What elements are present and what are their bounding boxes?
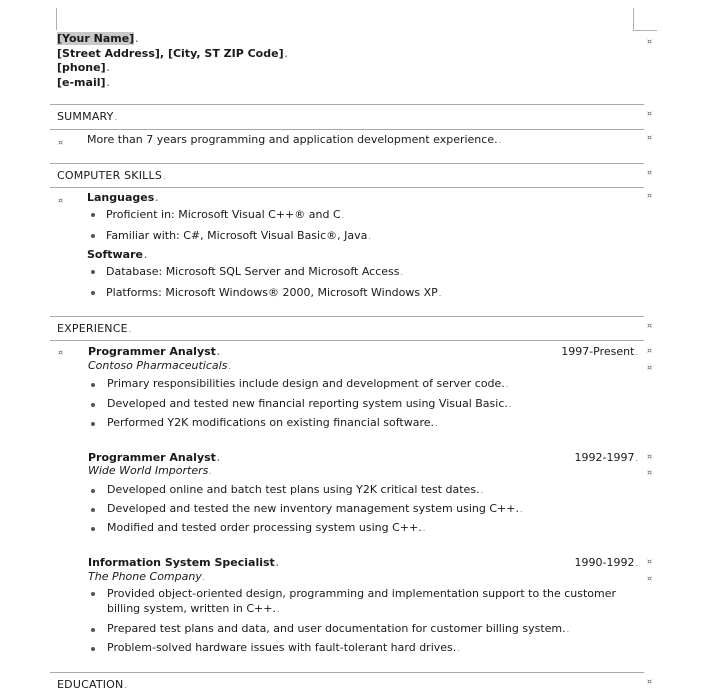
bullet-dot [91, 234, 95, 238]
job-dates[interactable]: 1992-1997. [574, 451, 638, 464]
contact-address[interactable]: [Street Address], [City, ST ZIP Code]. [57, 47, 288, 60]
section-rule [50, 340, 644, 341]
summary-text[interactable]: More than 7 years programming and application development experience.. [87, 133, 502, 146]
skills-software-item[interactable]: Database: Microsoft SQL Server and Microsoft Access. [106, 265, 404, 278]
job-title[interactable]: Programmer Analyst. [88, 345, 220, 358]
job-bullet[interactable]: Primary responsibilities include design and development of server code.. [107, 377, 509, 390]
end-of-cell-mark: ¤ [58, 196, 64, 205]
bullet-dot [91, 592, 95, 596]
section-heading-experience: EXPERIENCE. [57, 322, 132, 335]
end-of-cell-mark: ¤ [647, 574, 653, 583]
section-rule [50, 316, 644, 317]
section-rule [50, 163, 644, 164]
end-of-cell-mark: ¤ [647, 133, 653, 142]
job-company[interactable]: Wide World Importers. [88, 464, 212, 477]
skills-language-item[interactable]: Proficient in: Microsoft Visual C++® and C. [106, 208, 345, 221]
bullet-dot [91, 270, 95, 274]
job-dates[interactable]: 1990-1992. [574, 556, 638, 569]
end-of-cell-mark: ¤ [647, 677, 653, 686]
contact-name[interactable]: [Your Name]. [57, 32, 139, 45]
job-title[interactable]: Programmer Analyst. [88, 451, 220, 464]
end-of-cell-mark: ¤ [647, 321, 653, 330]
end-of-cell-mark: ¤ [647, 37, 653, 46]
crop-mark-top-right-vertical [633, 8, 634, 30]
job-bullet[interactable]: Performed Y2K modifications on existing financial software.. [107, 416, 438, 429]
job-bullet[interactable]: Provided object-oriented design, programming and implementation support to the customer billing system, written in C++.. [107, 587, 617, 615]
end-of-cell-mark: ¤ [647, 191, 653, 200]
bullet-dot [91, 647, 95, 651]
bullet-dot [91, 383, 95, 387]
job-bullet[interactable]: Developed and tested new financial reporting system using Visual Basic.. [107, 397, 512, 410]
section-rule [50, 129, 644, 130]
street-address-placeholder[interactable]: [Street Address] [57, 47, 160, 60]
end-of-cell-mark: ¤ [647, 346, 653, 355]
job-title[interactable]: Information System Specialist. [88, 556, 279, 569]
bullet-dot [91, 508, 95, 512]
end-of-cell-mark: ¤ [647, 557, 653, 566]
contact-email[interactable]: [e-mail]. [57, 76, 110, 89]
crop-mark-top-left-vertical [56, 8, 57, 30]
skills-language-item[interactable]: Familiar with: C#, Microsoft Visual Basic®, Java. [106, 229, 371, 242]
end-of-cell-mark: ¤ [58, 348, 64, 357]
bullet-dot [91, 213, 95, 217]
skills-software-heading[interactable]: Software. [87, 248, 148, 261]
section-heading-computer-skills: COMPUTER SKILLS. [57, 169, 166, 182]
end-of-cell-mark: ¤ [647, 468, 653, 477]
bullet-dot [91, 527, 95, 531]
name-placeholder[interactable]: [Your Name] [57, 32, 135, 45]
section-rule [50, 104, 644, 105]
section-heading-education: EDUCATION. [57, 678, 128, 691]
section-rule [50, 187, 644, 188]
job-bullet[interactable]: Developed and tested the new inventory management system using C++.. [107, 502, 523, 515]
bullet-dot [91, 489, 95, 493]
skills-software-item[interactable]: Platforms: Microsoft Windows® 2000, Microsoft Windows XP. [106, 286, 442, 299]
contact-phone[interactable]: [phone]. [57, 61, 110, 74]
job-bullet[interactable]: Prepared test plans and data, and user documentation for customer billing system.. [107, 622, 570, 635]
city-state-zip-placeholder[interactable]: [City, ST ZIP Code] [167, 47, 284, 60]
email-placeholder[interactable]: [e-mail] [57, 76, 106, 89]
job-bullet[interactable]: Modified and tested order processing system using C++.. [107, 521, 426, 534]
job-company[interactable]: The Phone Company. [88, 570, 206, 583]
section-rule [50, 672, 644, 673]
skills-languages-heading[interactable]: Languages. [87, 191, 159, 204]
end-of-cell-mark: ¤ [58, 138, 64, 147]
end-of-cell-mark: ¤ [647, 168, 653, 177]
phone-placeholder[interactable]: [phone] [57, 61, 106, 74]
bullet-dot [91, 628, 95, 632]
job-company[interactable]: Contoso Pharmaceuticals. [88, 359, 231, 372]
job-bullet[interactable]: Problem-solved hardware issues with fault-tolerant hard drives.. [107, 641, 460, 654]
section-heading-summary: SUMMARY. [57, 110, 118, 123]
job-bullet[interactable]: Developed online and batch test plans using Y2K critical test dates.. [107, 483, 484, 496]
bullet-dot [91, 291, 95, 295]
bullet-dot [91, 403, 95, 407]
crop-mark-top-right-horizontal [633, 30, 657, 31]
end-of-cell-mark: ¤ [647, 363, 653, 372]
end-of-cell-mark: ¤ [647, 109, 653, 118]
bullet-dot [91, 422, 95, 426]
job-dates[interactable]: 1997-Present. [561, 345, 638, 358]
end-of-cell-mark: ¤ [647, 452, 653, 461]
